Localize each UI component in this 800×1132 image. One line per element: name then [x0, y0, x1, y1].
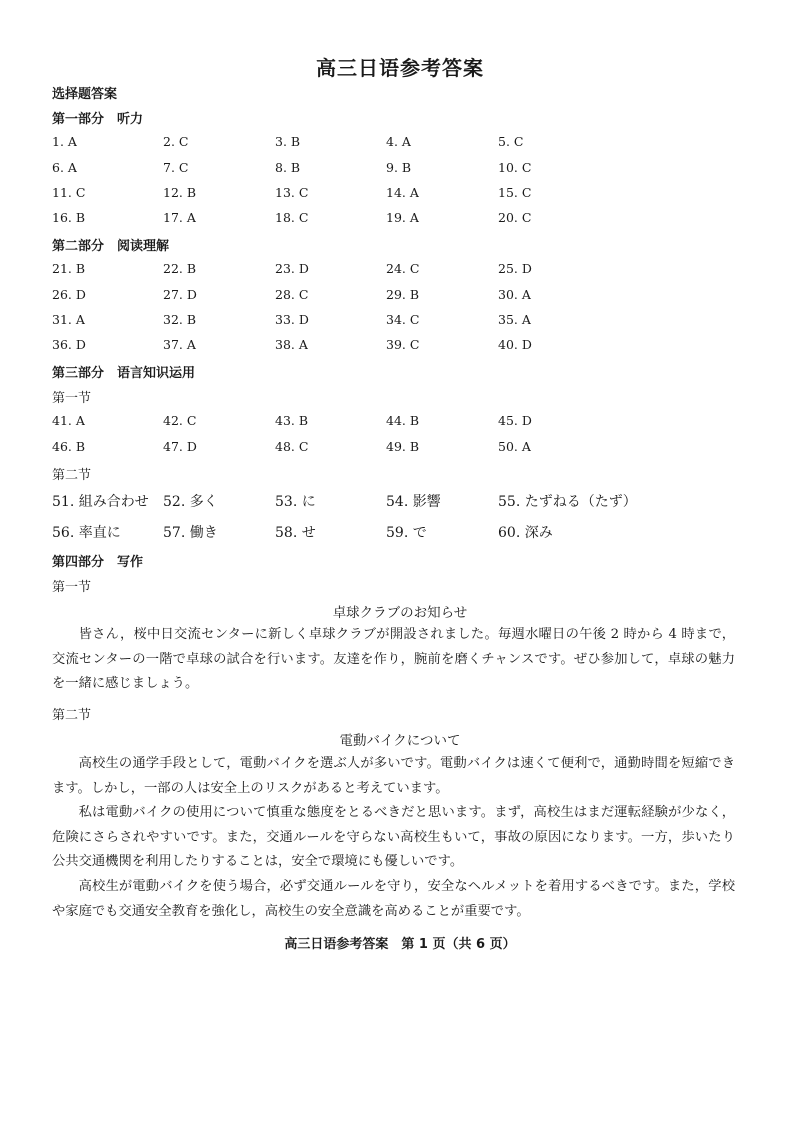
answer-item: 10. C [498, 160, 532, 175]
answer-row [52, 160, 752, 180]
answer-item: 40. D [498, 337, 532, 352]
answer-item: 8. B [275, 160, 301, 175]
page-footer: 高三日语参考答案 第 1 页（共 6 页） [284, 937, 516, 952]
answer-item: 50. A [498, 439, 531, 454]
answer-item: 14. A [386, 185, 419, 200]
answer-item: 33. D [275, 312, 309, 327]
part2-heading: 第二部分 阅读理解 [52, 239, 170, 254]
answer-item: 52. 多く [163, 494, 218, 510]
answer-item: 55. たずねる（たず） [498, 494, 637, 510]
answer-item: 17. A [163, 210, 196, 225]
answer-row [52, 413, 752, 433]
answer-row [52, 287, 752, 307]
answer-item: 43. B [275, 413, 309, 428]
part4-section1-label: 第一节 [52, 580, 92, 595]
answer-item: 30. A [498, 287, 531, 302]
answer-row [52, 312, 752, 332]
answer-item: 48. C [275, 439, 309, 454]
essay1-paragraph: 皆さん，桜中日交流センターに新しく卓球クラブが開設されました。毎週水曜日の午後 2 時から 4 時まで，交流センターの一階で卓球の試合を行います。友達を作り，腕前を磨くチャンスです。ぜひ参加して，卓球の魅力を一緒に感じましょう。 [52, 627, 735, 691]
essay2-paragraph: 高校生が電動バイクを使う場合，必ず交通ルールを守り，安全なヘルメットを着用するべきです。また，学校や家庭でも交通安全教育を強化し，高校生の安全意識を高めることが重要です。 [52, 879, 735, 919]
answer-item: 34. C [386, 312, 420, 327]
answer-item: 25. D [498, 261, 532, 276]
answer-item: 20. C [498, 210, 532, 225]
answer-item: 53. に [275, 494, 316, 510]
answer-item: 31. A [52, 312, 85, 327]
part4-section2-label: 第二节 [52, 708, 92, 723]
objective-heading: 选择题答案 [52, 87, 118, 102]
answer-item: 60. 深み [498, 525, 553, 541]
answer-item: 35. A [498, 312, 531, 327]
answer-item: 21. B [52, 261, 86, 276]
answer-item: 29. B [386, 287, 420, 302]
answer-item: 22. B [163, 261, 197, 276]
answer-item: 59. で [386, 525, 427, 541]
answer-row [52, 134, 752, 154]
answer-item: 28. C [275, 287, 309, 302]
answer-row [52, 491, 752, 511]
answer-item: 26. D [52, 287, 86, 302]
answer-item: 7. C [163, 160, 189, 175]
part1-heading: 第一部分 听力 [52, 112, 144, 127]
part3-heading: 第三部分 语言知识运用 [52, 366, 196, 381]
answer-item: 27. D [163, 287, 197, 302]
answer-item: 49. B [386, 439, 420, 454]
answer-item: 1. A [52, 134, 77, 149]
answer-item: 56. 率直に [52, 525, 121, 541]
answer-item: 54. 影響 [386, 494, 441, 510]
essay2-title: 電動バイクについて [339, 733, 461, 749]
answer-item: 16. B [52, 210, 86, 225]
answer-item: 45. D [498, 413, 532, 428]
answer-item: 39. C [386, 337, 420, 352]
answer-item: 37. A [163, 337, 196, 352]
answer-item: 46. B [52, 439, 86, 454]
answer-row [52, 210, 752, 230]
essay2-paragraph: 高校生の通学手段として，電動バイクを選ぶ人が多いです。電動バイクは速くて便利で，通勤時間を短縮できます。しかし，一部の人は安全上のリスクがあると考えています。 [52, 756, 735, 796]
answer-item: 57. 働き [163, 525, 218, 541]
answer-row [52, 261, 752, 281]
answer-item: 42. C [163, 413, 197, 428]
answer-item: 51. 組み合わせ [52, 494, 149, 510]
answer-item: 23. D [275, 261, 309, 276]
answer-item: 5. C [498, 134, 524, 149]
answer-item: 38. A [275, 337, 308, 352]
answer-item: 58. せ [275, 525, 316, 541]
answer-item: 11. C [52, 185, 86, 200]
answer-item: 32. B [163, 312, 197, 327]
answer-item: 47. D [163, 439, 197, 454]
part4-heading: 第四部分 写作 [52, 555, 144, 570]
essay1-title: 卓球クラブのお知らせ [332, 605, 468, 621]
answer-item: 19. A [386, 210, 419, 225]
answer-item: 6. A [52, 160, 77, 175]
essay2-paragraph: 私は電動バイクの使用について慎重な態度をとるべきだと思います。まず，高校生はまだ運転経験が少なく，危険にさらされやすいです。また，交通ルールを守らない高校生もいて，事故の原因になります。一方，歩いたり公共交通機関を利用したりすることは，安全で環境にも優しいです。 [52, 805, 735, 869]
answer-item: 2. C [163, 134, 189, 149]
answer-item: 24. C [386, 261, 420, 276]
answer-item: 15. C [498, 185, 532, 200]
answer-item: 12. B [163, 185, 197, 200]
answer-item: 9. B [386, 160, 412, 175]
answer-item: 36. D [52, 337, 86, 352]
answer-row [52, 522, 752, 542]
part3-section1-label: 第一节 [52, 391, 92, 406]
answer-item: 3. B [275, 134, 301, 149]
answer-row [52, 185, 752, 205]
answer-item: 41. A [52, 413, 85, 428]
answer-row [52, 439, 752, 459]
answer-item: 4. A [386, 134, 411, 149]
answer-item: 44. B [386, 413, 420, 428]
answer-item: 13. C [275, 185, 309, 200]
answer-row [52, 337, 752, 357]
answer-item: 18. C [275, 210, 309, 225]
part3-section2-label: 第二节 [52, 468, 92, 483]
page-title: 高三日语参考答案 [316, 56, 484, 80]
